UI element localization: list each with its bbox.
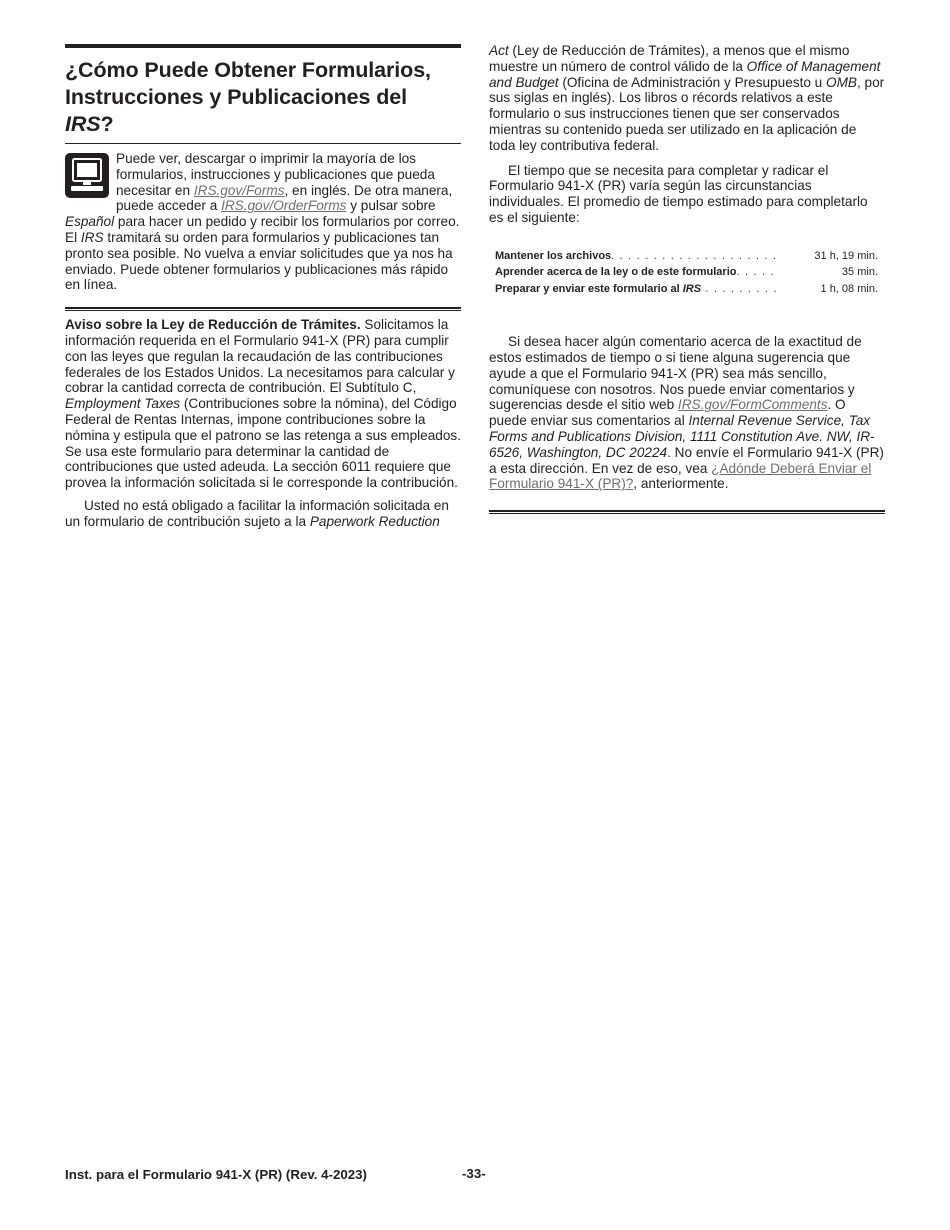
online-text-3: y pulsar sobre — [346, 198, 436, 214]
table-row — [489, 281, 885, 298]
irs-address: Internal Revenue Service, Tax Forms and Publications Division, 1111 Constitution Ave. NW, IR-6526, Washington, DC 20224 — [489, 413, 875, 460]
continued-paragraph — [489, 43, 885, 154]
online-text-1: Puede ver, descargar o imprimir la mayoría de los formularios, instrucciones y publicaciones que pueda necesitar en — [116, 151, 435, 198]
heading-bottom-rule — [65, 143, 461, 144]
time-label: Preparar y enviar este formulario al — [495, 282, 683, 295]
privacy-act-paragraph — [65, 317, 461, 491]
where-to-file-link[interactable]: ¿Adónde Deberá Enviar el Formulario 941-X (PR)? — [489, 460, 872, 492]
leader-dots: . . . . . . . . . — [701, 282, 778, 295]
privacy-act-lead: Aviso sobre la Ley de Reducción de Trámites. — [65, 317, 361, 333]
online-forms-paragraph — [65, 151, 461, 293]
time-estimate-table — [489, 248, 885, 298]
leader-dots: . . . . . — [736, 266, 775, 279]
time-value: 1 h, 08 min. — [820, 282, 878, 295]
form-comments-link[interactable]: IRS.gov/FormComments — [677, 397, 828, 413]
act-text: Act — [489, 43, 509, 58]
privacy-top-rule — [65, 307, 461, 311]
time-label: Aprender acerca de la ley o de este formulario — [495, 266, 737, 279]
heading-qmark: ? — [100, 112, 114, 136]
footer-title: Inst. para el Formulario 941-X (PR) (Rev. 4-2023) — [65, 1167, 367, 1182]
privacy-employment-taxes: Employment Taxes — [65, 396, 181, 412]
not-required-paragraph — [65, 498, 461, 530]
online-irs: IRS — [80, 229, 104, 245]
comments-paragraph — [489, 334, 885, 492]
online-text-2: , en inglés. De otra manera, puede acceder a — [116, 182, 453, 214]
leader-dots: . . . . . . . . . . . . . . . . . . . . — [611, 249, 778, 262]
online-text-4: para hacer un pedido y recibir los formularios por correo. El — [65, 214, 460, 245]
comments-text-1: Si desea hacer algún comentario acerca de la exactitud de estos estimados de tiempo o si tiene alguna sugerencia que ayude a que el Formulario 941-X (PR) sea más sencillo, comuníquese con nosotros. Nos puede enviar comentarios y sugerencias desde el sitio web — [489, 334, 862, 413]
table-row — [489, 264, 885, 281]
comments-text-2: . O puede enviar sus comentarios al — [489, 397, 846, 429]
comments-text-3: . No envíe el Formulario 941-X (PR) a esta dirección. En vez de eso, vea — [489, 444, 884, 476]
comments-text-4: , anteriormente. — [633, 476, 729, 492]
time-value: 35 min. — [841, 266, 878, 279]
continued-text-1: (Ley de Reducción de Trámites), a menos que el mismo muestre un número de control válido de la — [489, 43, 850, 74]
table-row — [489, 248, 885, 265]
time-value: 31 h, 19 min. — [814, 249, 878, 262]
heading-top-rule — [65, 44, 461, 48]
privacy-text-2: (Contribuciones sobre la nómina), del Código Federal de Rentas Internas, impone contribuciones sobre la nómina y estipula que el patrono se las retenga a sus empleados. Se usa este formulario para determinar la cantidad de contribuciones que usted adeuda. La sección 6011 requiere que provea la información solicitada si le corresponde la contribución. — [65, 396, 461, 491]
privacy-text-1: Solicitamos la información requerida en el Formulario 941-X (PR) para cumplir con las leyes que regulan la recaudación de las contribuciones federales de los Estados Unidos. La necesitamos para calcular y cobrar la cantidad correcta de contribución. El Subtítulo C, — [65, 317, 455, 396]
online-espanol: Español — [65, 214, 115, 230]
irs-forms-link[interactable]: IRS.gov/Forms — [193, 182, 285, 198]
end-rule — [489, 510, 885, 514]
online-forms-block — [65, 151, 461, 293]
section-heading — [65, 57, 461, 138]
time-label-irs: IRS — [682, 282, 702, 295]
heading-text: ¿Cómo Puede Obtener Formularios, Instrucciones y Publicaciones del — [65, 58, 431, 109]
heading-irs: IRS — [65, 112, 101, 136]
continued-text-2: (Oficina de Administración y Presupuesto u — [558, 74, 827, 90]
left-column — [65, 44, 461, 530]
online-text-5: tramitará su orden para formularios y publicaciones tan pronto sea posible. No vuelva a enviar solicitudes que ya nos ha enviado. Puede obtener formularios y publicaciones más rápido en línea. — [65, 229, 453, 293]
page-number: -33- — [462, 1166, 486, 1181]
omb-text: OMB — [826, 74, 857, 90]
time-label: Mantener los archivos — [495, 249, 612, 262]
time-label-cell — [489, 248, 789, 265]
right-column — [489, 43, 885, 514]
time-label-cell — [489, 281, 789, 298]
paperwork-reduction-text: Paperwork Reduction — [309, 513, 440, 529]
continued-text-3: , por sus siglas en inglés). Los libros o récords relativos a este formulario o sus instrucciones tienen que ser conservados mientras su contenido pueda ser utilizado en la aplicación de toda ley contributiva federal. — [489, 74, 885, 153]
time-label-cell — [489, 264, 789, 281]
not-required-text: Usted no está obligado a facilitar la información solicitada en un formulario de contribución sujeto a la — [65, 497, 449, 529]
time-estimate-paragraph: El tiempo que se necesita para completar y radicar el Formulario 941-X (PR) varía según las circunstancias individuales. El promedio de tiempo estimado para completarlo es el siguiente: — [489, 162, 868, 225]
irs-orderforms-link[interactable]: IRS.gov/OrderForms — [221, 198, 347, 214]
omb-full-text: Office of Management and Budget — [489, 58, 881, 90]
computer-icon — [65, 153, 109, 198]
